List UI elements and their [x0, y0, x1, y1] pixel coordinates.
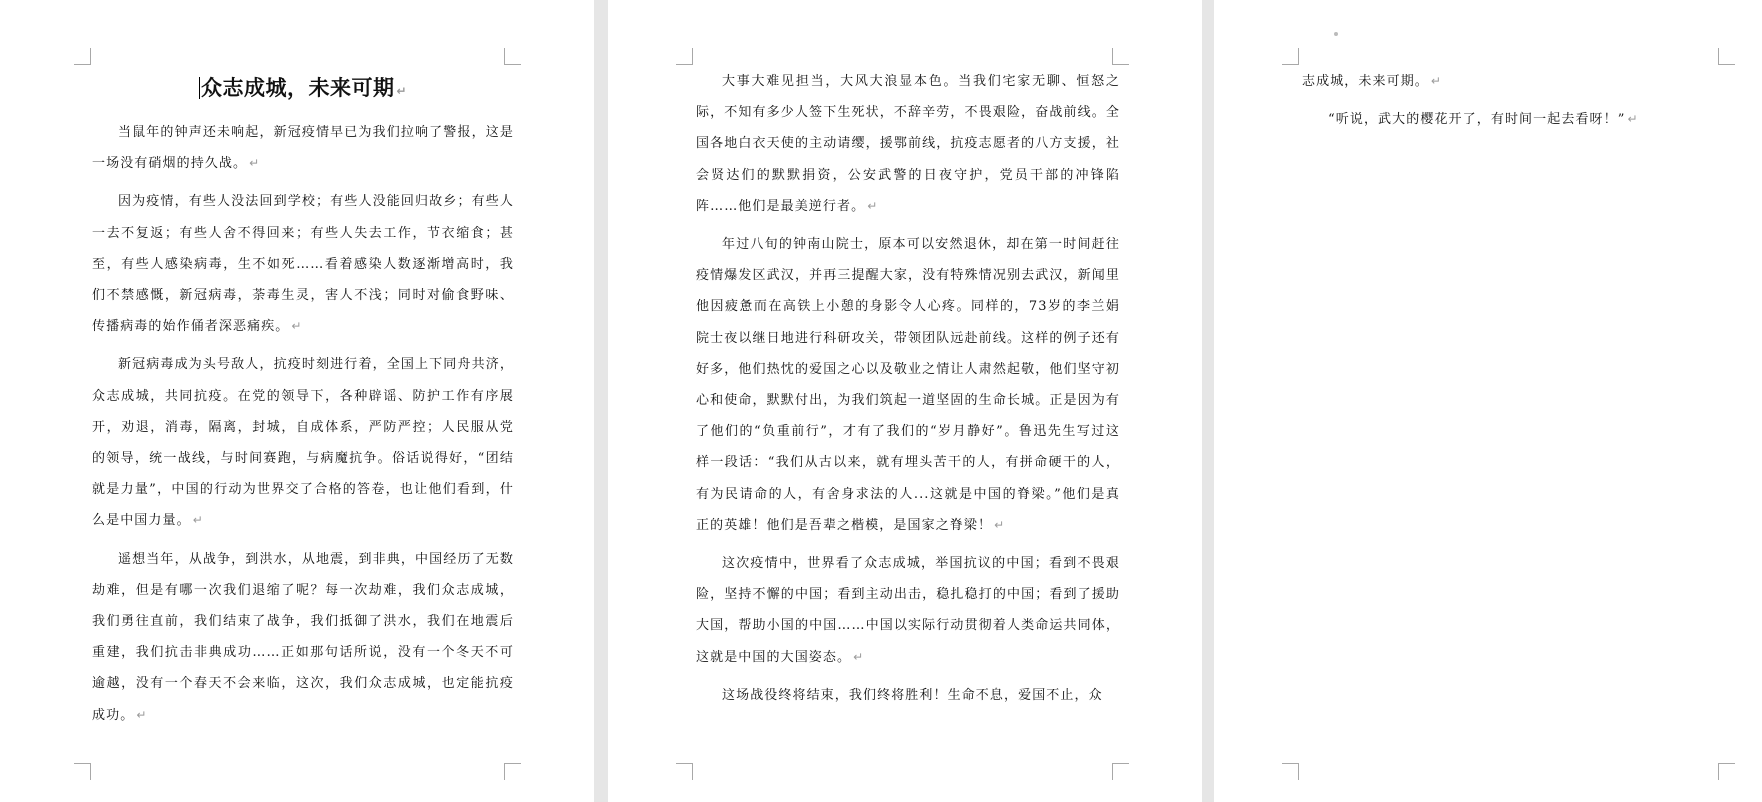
paragraph[interactable]: 因为疫情，有些人没法回到学校；有些人没能回归故乡；有些人一去不复返；有些人舍不得回来；有些人失去工作，节衣缩食；甚至，有些人感染病毒，生不如死……看着感染人数逐渐增高时，我们不禁感慨，新冠病毒，荼毒生灵，害人不浅；同时对偷食野味、传播病毒的始作俑者深恶痛疾。 ↵: [92, 194, 514, 335]
paragraph-mark: ↵: [1627, 112, 1639, 127]
crop-mark-top-right: [1718, 48, 1735, 65]
page-3-body[interactable]: [1302, 66, 1726, 142]
crop-mark-bottom-right: [1718, 763, 1735, 780]
paragraph[interactable]: 大事大难见担当，大风大浪显本色。当我们宅家无聊、恒怒之际，不知有多少人签下生死状，不辞辛劳，不畏艰险，奋战前线。全国各地白衣天使的主动请缨，援鄂前线，抗疫志愿者的八方支援，社会贤达们的默默捐资，公安武警的日夜守护，党员干部的冲锋陷阵……他们是最美逆行者。 ↵: [696, 74, 1120, 214]
paragraph[interactable]: 新冠病毒成为头号敌人，抗疫时刻进行着，全国上下同舟共济，众志成城，共同抗疫。在党的领导下，各种辟谣、防护工作有序展开，劝退，消毒，隔离，封城，自成体系，严防严控；人民服从党的领导，统一战线，与时间赛跑，与病魔抗争。俗话说得好，“团结就是力量”，中国的行动为世界交了合格的答卷，也让他们看到，什么是中国力量。 ↵: [92, 357, 514, 529]
crop-mark-bottom-left: [676, 763, 693, 780]
paragraph-mark: ↵: [994, 517, 1006, 532]
document-page-3[interactable]: [1214, 0, 1762, 802]
paragraph-mark: ↵: [853, 649, 865, 664]
paragraph[interactable]: 年过八旬的钟南山院士，原本可以安然退休，却在第一时间赶往疫情爆发区武汉，并再三提醒大家，没有特殊情况别去武汉，新闻里他因疲惫而在高铁上小憩的身影令人心疼。同样的，73岁的李兰娟院士夜以继日地进行科研攻关，带领团队远赴前线。这样的例子还有好多，他们热忱的爱国之心以及敬业之情让人肃然起敬，他们坚守初心和使命，默默付出，为我们筑起一道坚固的生命长城。正是因为有了他们的“负重前行”，才有了我们的“岁月静好”。鲁迅先生写过这样一段话：“我们从古以来，就有埋头苦干的人，有拼命硬干的人，有为民请命的人，有舍身求法的人...这就是中国的脊梁。”他们是真正的英雄！他们是吾辈之楷模，是国家之脊梁！ ↵: [696, 237, 1120, 533]
paragraph[interactable]: 志成城，未来可期。 ↵: [1302, 74, 1443, 89]
paragraph-mark: ↵: [291, 319, 303, 334]
paragraph[interactable]: 这次疫情中，世界看了众志成城，举国抗议的中国；看到不畏艰险，坚持不懈的中国；看到主动出击，稳扎稳打的中国；看到了援助大国，帮助小国的中国……中国以实际行动贯彻着人类命运共同体，这就是中国的大国姿态。 ↵: [696, 556, 1120, 665]
crop-mark-bottom-left: [74, 763, 91, 780]
crop-mark-top-left: [74, 48, 91, 65]
paragraph[interactable]: 当鼠年的钟声还未响起，新冠疫情早已为我们拉响了警报，这是一场没有硝烟的持久战。 ↵: [92, 125, 514, 172]
crop-mark-top-right: [1112, 48, 1129, 65]
page-2-body[interactable]: [696, 66, 1120, 718]
crop-mark-top-left: [1282, 48, 1299, 65]
page-1-body[interactable]: [92, 66, 514, 738]
crop-mark-bottom-right: [504, 763, 521, 780]
paragraph-mark: ↵: [1430, 74, 1443, 88]
crop-mark-top-right: [504, 48, 521, 65]
paragraph-mark: ↵: [249, 156, 261, 171]
document-page-1[interactable]: [0, 0, 594, 802]
document-title[interactable]: 众志成城，未来可期 ↵: [200, 75, 408, 100]
paragraph-mark: ↵: [136, 707, 148, 722]
paragraph[interactable]: “听说，武大的樱花开了，有时间一起去看呀！” ↵: [1328, 112, 1639, 128]
crop-mark-bottom-left: [1282, 763, 1299, 780]
paragraph-mark: ↵: [867, 198, 879, 213]
document-page-2[interactable]: [608, 0, 1202, 802]
stray-dot: [1334, 32, 1338, 36]
text-cursor: [199, 77, 200, 99]
crop-mark-bottom-right: [1112, 763, 1129, 780]
crop-mark-top-left: [676, 48, 693, 65]
paragraph-mark: ↵: [396, 84, 408, 98]
paragraph-mark: ↵: [192, 513, 204, 528]
paragraph[interactable]: 遥想当年，从战争，到洪水，从地震，到非典，中国经历了无数劫难，但是有哪一次我们退缩了呢？每一次劫难，我们众志成城，我们勇往直前，我们结束了战争，我们抵御了洪水，我们在地震后重建，我们抗击非典成功……正如那句话所说，没有一个冬天不可逾越，没有一个春天不会来临，这次，我们众志成城，也定能抗疫成功。 ↵: [92, 551, 514, 723]
paragraph[interactable]: 这场战役终将结束，我们终将胜利！生命不息，爱国不止，众: [722, 687, 1103, 703]
